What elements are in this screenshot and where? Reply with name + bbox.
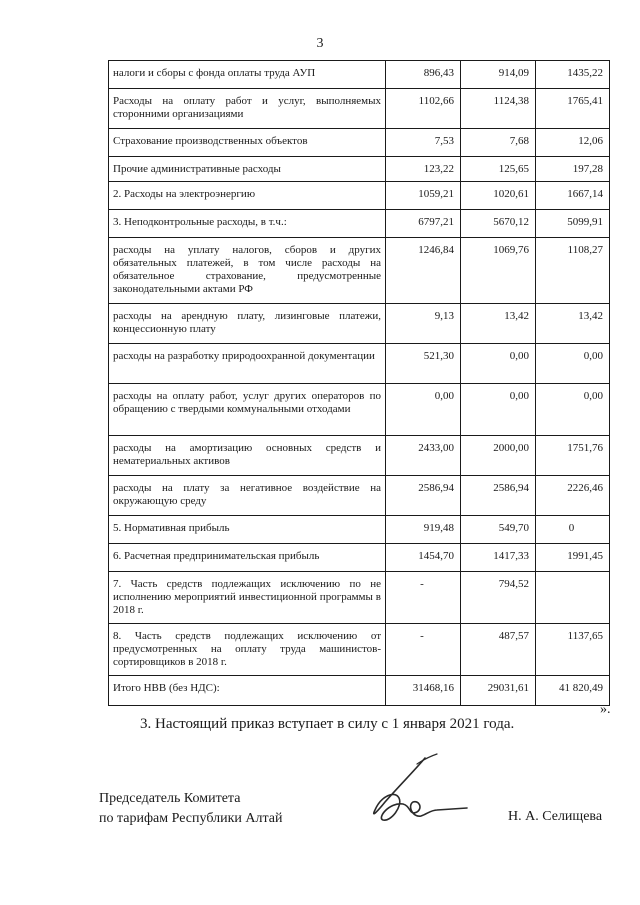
row-label: расходы на оплату работ, услуг других операторов по обращению с твердыми коммунальными отходами [109, 384, 386, 436]
value-cell: 1246,84 [386, 238, 461, 304]
row-label: Итого НВВ (без НДС): [109, 676, 386, 706]
row-label: 3. Неподконтрольные расходы, в т.ч.: [109, 210, 386, 238]
table-row [109, 89, 610, 129]
value-cell: 7,68 [461, 129, 536, 157]
value-cell: 1102,66 [386, 89, 461, 129]
value-cell: 1069,76 [461, 238, 536, 304]
table-row [109, 544, 610, 572]
value-cell: 123,22 [386, 157, 461, 182]
row-label: расходы на разработку природоохранной документации [109, 344, 386, 384]
value-cell: 2586,94 [386, 476, 461, 516]
value-cell: 29031,61 [461, 676, 536, 706]
page-number: 3 [316, 36, 324, 51]
value-cell: 2000,00 [461, 436, 536, 476]
row-label: 8. Часть средств подлежащих исключению от предусмотренных на оплату труда машинистов-сортировщиков в 2018 г. [109, 624, 386, 676]
value-cell: 6797,21 [386, 210, 461, 238]
value-cell: 0,00 [536, 384, 610, 436]
signer-title [99, 789, 282, 829]
row-label: Прочие административные расходы [109, 157, 386, 182]
value-cell: 1417,33 [461, 544, 536, 572]
closing-quote: ». [600, 702, 611, 717]
value-cell: 1059,21 [386, 182, 461, 210]
row-label: 2. Расходы на электроэнергию [109, 182, 386, 210]
value-cell: 0,00 [461, 344, 536, 384]
value-cell: 0,00 [386, 384, 461, 436]
table-row [109, 238, 610, 304]
value-cell: 2226,46 [536, 476, 610, 516]
table-row [109, 344, 610, 384]
table-row [109, 624, 610, 676]
row-label: Страхование производственных объектов [109, 129, 386, 157]
row-label: расходы на амортизацию основных средств и нематериальных активов [109, 436, 386, 476]
table-row-total [109, 676, 610, 706]
value-cell: 5099,91 [536, 210, 610, 238]
table-row [109, 436, 610, 476]
value-cell: 1765,41 [536, 89, 610, 129]
value-cell: 0,00 [536, 344, 610, 384]
row-label: расходы на арендную плату, лизинговые платежи, концессионную плату [109, 304, 386, 344]
row-label: расходы на плату за негативное воздействие на окружающую среду [109, 476, 386, 516]
value-cell: 487,57 [461, 624, 536, 676]
table-row [109, 61, 610, 89]
value-cell: 1667,14 [536, 182, 610, 210]
signer-title-line-1: Председатель Комитета [99, 791, 241, 806]
value-cell: - [386, 572, 461, 624]
value-cell: 919,48 [386, 516, 461, 544]
value-cell: - [386, 624, 461, 676]
table-row [109, 129, 610, 157]
value-cell: 41 820,49 [536, 676, 610, 706]
signature-graphic [355, 752, 475, 832]
row-label: 6. Расчетная предпринимательская прибыль [109, 544, 386, 572]
value-cell: 521,30 [386, 344, 461, 384]
row-label: Расходы на оплату работ и услуг, выполняемых сторонними организациями [109, 89, 386, 129]
value-cell: 7,53 [386, 129, 461, 157]
value-cell: 0,00 [461, 384, 536, 436]
value-cell: 125,65 [461, 157, 536, 182]
value-cell: 1108,27 [536, 238, 610, 304]
value-cell: 914,09 [461, 61, 536, 89]
row-label: 5. Нормативная прибыль [109, 516, 386, 544]
value-cell: 9,13 [386, 304, 461, 344]
value-cell: 13,42 [536, 304, 610, 344]
value-cell: 549,70 [461, 516, 536, 544]
value-cell [536, 572, 610, 624]
value-cell: 13,42 [461, 304, 536, 344]
signer-name: Н. А. Селищева [508, 809, 603, 824]
value-cell: 0 [536, 516, 610, 544]
table-row [109, 384, 610, 436]
value-cell: 1751,76 [536, 436, 610, 476]
row-label: 7. Часть средств подлежащих исключению по не исполнению мероприятий инвестиционной программы в 2018 г. [109, 572, 386, 624]
value-cell: 2433,00 [386, 436, 461, 476]
handwritten-signature [355, 752, 475, 837]
table-row [109, 210, 610, 238]
table-row [109, 304, 610, 344]
tariff-table [108, 60, 610, 706]
table-row [109, 516, 610, 544]
value-cell: 794,52 [461, 572, 536, 624]
order-effective-clause: 3. Настоящий приказ вступает в силу с 1 января 2021 года. [140, 716, 515, 732]
value-cell: 5670,12 [461, 210, 536, 238]
table-row [109, 572, 610, 624]
row-label: налоги и сборы с фонда оплаты труда АУП [109, 61, 386, 89]
value-cell: 1020,61 [461, 182, 536, 210]
value-cell: 1124,38 [461, 89, 536, 129]
row-label: расходы на уплату налогов, сборов и других обязательных платежей, в том числе расходы на обязательное страхование, предусмотренные законодательными актами РФ [109, 238, 386, 304]
value-cell: 197,28 [536, 157, 610, 182]
value-cell: 896,43 [386, 61, 461, 89]
value-cell: 1137,65 [536, 624, 610, 676]
table-row [109, 182, 610, 210]
value-cell: 1435,22 [536, 61, 610, 89]
signer-title-line-2: по тарифам Республики Алтай [99, 811, 283, 826]
value-cell: 31468,16 [386, 676, 461, 706]
value-cell: 12,06 [536, 129, 610, 157]
table-row [109, 476, 610, 516]
value-cell: 2586,94 [461, 476, 536, 516]
value-cell: 1454,70 [386, 544, 461, 572]
table-row [109, 157, 610, 182]
value-cell: 1991,45 [536, 544, 610, 572]
